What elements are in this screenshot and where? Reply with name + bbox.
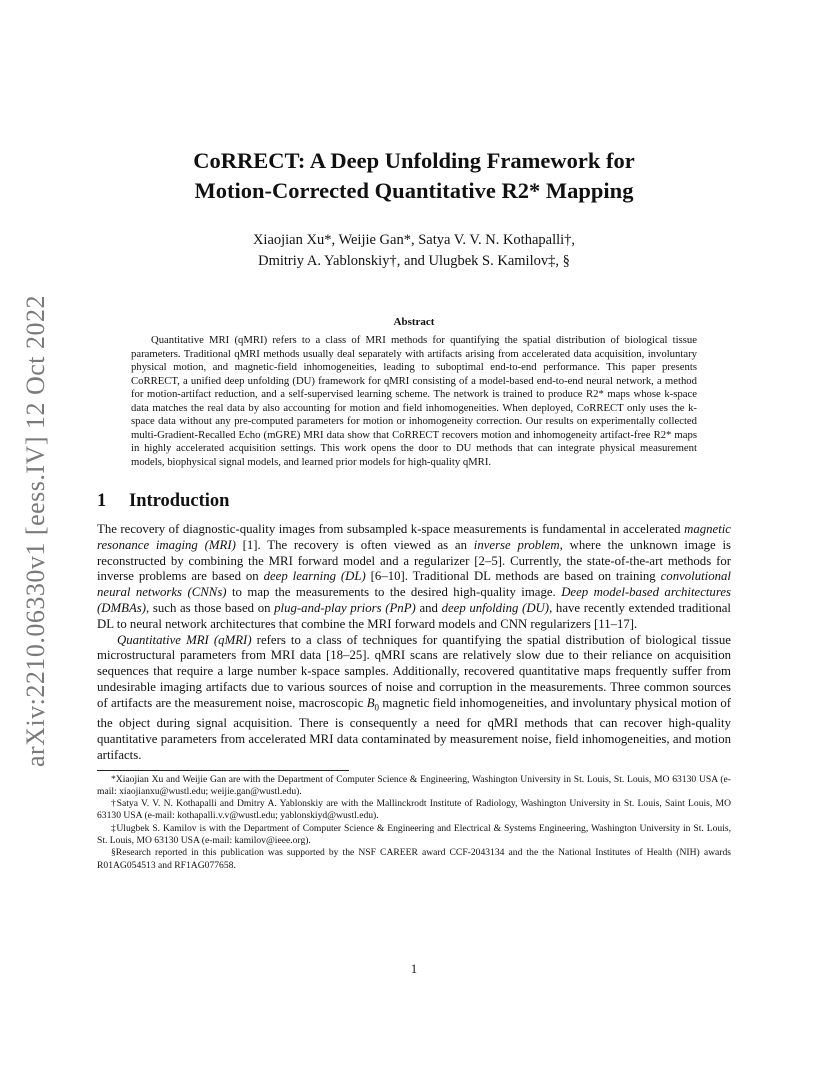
section-number: 1	[97, 491, 107, 511]
text-run: , where the unknown image is reconstructed by combining the MRI forward model and a regularizer [2–5]. Currently, the state-of-the-art methods for inverse problems are based on	[97, 537, 731, 584]
emphasis: deep unfolding (DU)	[441, 600, 550, 615]
footnote-rule	[97, 770, 349, 771]
text-run: and	[415, 600, 442, 615]
paper-title	[97, 146, 731, 206]
title-line-1: CoRRECT: A Deep Unfolding Framework for	[193, 148, 635, 173]
section-heading	[97, 491, 731, 512]
text-run: [1]. The recovery is often viewed as an	[235, 537, 474, 552]
emphasis: magnetic resonance imaging (MRI)	[97, 522, 731, 552]
text-run: magnetic field inhomogeneities, and involuntary physical motion of the object during signal acquisition. There is consequently a need for qMRI methods that can recover high-quality quantitative parameters from accelerated MRI data contaminated by measurement noise, field inhomogeneities, and motion artifacts.	[97, 695, 731, 762]
emphasis: deep learning (DL)	[263, 569, 366, 584]
text-run: , have recently extended traditional DL to neural network architectures that combine the MRI forward models and CNN regularizers [11–17].	[97, 600, 731, 631]
intro-paragraph-1	[97, 522, 731, 633]
intro-paragraph-2	[97, 633, 731, 764]
arxiv-identifier: arXiv:2210.06330v1 [eess.IV] 12 Oct 2022	[21, 294, 50, 768]
abstract-text: Quantitative MRI (qMRI) refers to a class of MRI methods for quantifying the spatial distribution of biological tissue parameters. Traditional qMRI methods usually deal separately with artifacts arising from accelerated data acquisition, involuntary physical motion, and magnetic-field inhomogeneities, leading to suboptimal end-to-end performance. This paper presents CoRRECT, a unified deep unfolding (DU) framework for qMRI consisting of a model-based end-to-end neural network, a method for motion-artifact reduction, and a self-supervised learning scheme. The network is trained to produce R2* maps whose k-space data matches the real data by also accounting for motion and field inhomogeneities. When deployed, CoRRECT only uses the k-space data without any pre-computed parameters for motion or inhomogeneity correction. Our results on experimentally collected multi-Gradient-Recalled Echo (mGRE) MRI data show that CoRRECT recovers motion and inhomogeneity artifact-free R2* maps in highly accelerated acquisition settings. This work opens the door to DU methods that can integrate physical measurement models, biophysical signal models, and learned prior models for high-quality qMRI.	[131, 334, 697, 468]
emphasis: Deep model-based architectures (DMBAs)	[97, 585, 731, 615]
emphasis: inverse problem	[473, 537, 560, 552]
emphasis: Quantitative MRI (qMRI)	[117, 632, 252, 647]
footnote: †Satya V. V. N. Kothapalli and Dmitry A. Yablonskiy are with the Mallinckrodt Institute of Radiology, Washington University in St. Louis, Saint Louis, MO 63130 USA (e-mail: kothapalli.v.v@wustl.edu; yablonskiyd@wustl.edu).	[97, 798, 731, 822]
paper-page	[97, 146, 731, 872]
title-line-2: Motion-Corrected Quantitative R2* Mapping	[194, 178, 634, 203]
text-run: to map the measurements to the desired high-quality image.	[226, 585, 562, 600]
footnote: §Research reported in this publication was supported by the NSF CAREER award CCF-2043134 and the the National Institutes of Health (NIH) awards R01AG054513 and RF1AG077658.	[97, 847, 731, 871]
arxiv-sidebar	[10, 286, 62, 776]
authors-line-2: Dmitriy A. Yablonskiy†, and Ulugbek S. Kamilov‡, §	[258, 253, 570, 269]
text-run: The recovery of diagnostic-quality images from subsampled k-space measurements is fundamental in accelerated	[97, 522, 685, 536]
authors-line-1: Xiaojian Xu*, Weijie Gan*, Satya V. V. N. Kothapalli†,	[252, 232, 576, 248]
abstract-heading: Abstract	[393, 316, 435, 328]
text-run: [6–10]. Traditional DL methods are based on training	[365, 569, 661, 584]
text-run: refers to a class of techniques for quantifying the spatial distribution of biological tissue microstructural parameters from MRI data [18–25]. qMRI scans are relatively slow due to their reliance on acquisition sequences that require a large number k-space samples. Additionally, recovered quantitative maps frequently suffer from undesirable imaging artifacts due to various sources of noise and corruption in the measurements. Three common sources of artifacts are the measurement noise, macroscopic	[97, 632, 731, 710]
math-subscript: 0	[374, 702, 380, 713]
footnote: ‡Ulugbek S. Kamilov is with the Department of Computer Science & Engineering and Electrical & Systems Engineering, Washington University in St. Louis, St. Louis, MO 63130 USA (e-mail: kamilov@ieee.org).	[97, 822, 731, 846]
section-title: Introduction	[129, 491, 230, 511]
emphasis: plug-and-play priors (PnP)	[274, 600, 416, 615]
page-number: 1	[410, 962, 418, 976]
author-list	[97, 230, 731, 272]
footnote: *Xiaojian Xu and Weijie Gan are with the Department of Computer Science & Engineering, Washington University in St. Louis, St. Louis, MO 63130 USA (e-mail: xiaojianxu@wustl.edu; weijie.gan@wustl.edu).	[97, 773, 731, 797]
math-symbol: B	[366, 695, 375, 710]
emphasis: convolutional neural networks (CNNs)	[97, 569, 731, 600]
text-run: , such as those based on	[146, 600, 275, 615]
footnotes	[97, 774, 731, 872]
